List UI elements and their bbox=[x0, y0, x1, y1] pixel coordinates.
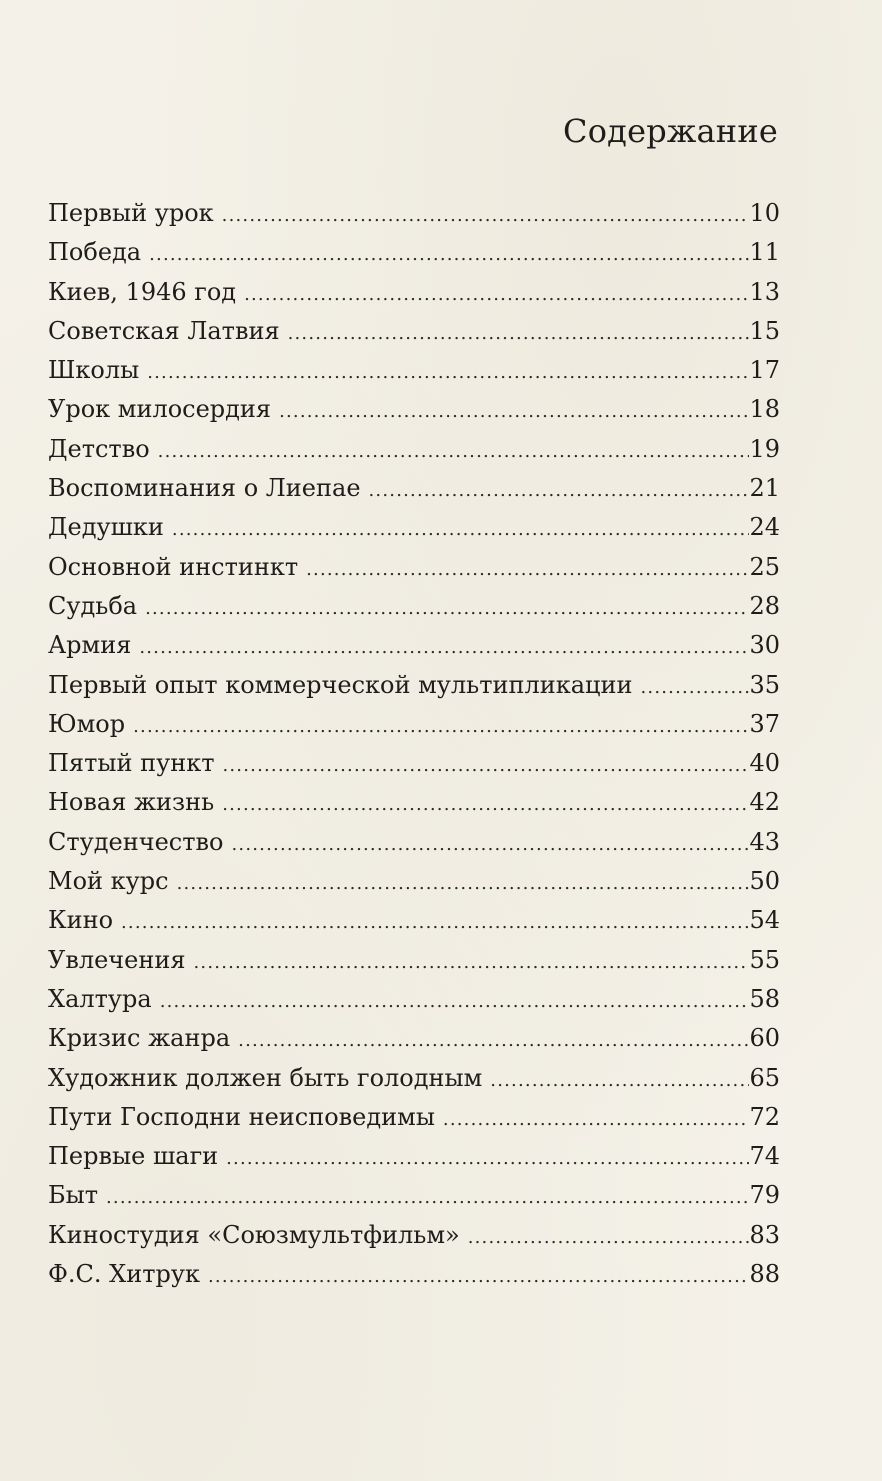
dot-leader bbox=[640, 668, 749, 707]
dot-leader bbox=[468, 1218, 750, 1257]
toc-entry bbox=[48, 194, 780, 233]
toc-entry-page-number: 24 bbox=[749, 513, 780, 542]
toc-entry bbox=[48, 666, 780, 705]
toc-entry bbox=[48, 273, 780, 312]
dot-leader bbox=[149, 235, 749, 274]
dot-leader bbox=[222, 746, 749, 785]
dot-leader bbox=[145, 589, 749, 628]
toc-entry-title: Киев, 1946 год bbox=[48, 277, 237, 306]
toc-entry-page-number: 60 bbox=[749, 1024, 780, 1053]
toc-list bbox=[48, 194, 780, 1294]
toc-entry-page-number: 11 bbox=[749, 238, 780, 267]
toc-entry-page-number: 10 bbox=[749, 199, 780, 227]
toc-entry-title: Победа bbox=[48, 238, 142, 267]
toc-entry-page-number: 72 bbox=[749, 1102, 780, 1131]
toc-entry-page-number: 15 bbox=[749, 316, 780, 345]
dot-leader bbox=[147, 353, 749, 392]
toc-entry bbox=[48, 312, 780, 351]
dot-leader bbox=[133, 707, 749, 746]
toc-entry-title: Урок милосердия bbox=[48, 395, 272, 424]
dot-leader bbox=[369, 471, 750, 510]
dot-leader bbox=[139, 628, 749, 667]
dot-leader bbox=[232, 825, 750, 864]
toc-entry-title: Ф.С. Хитрук bbox=[48, 1260, 201, 1289]
toc-entry bbox=[48, 901, 780, 940]
toc-entry-page-number: 65 bbox=[749, 1063, 780, 1092]
dot-leader bbox=[172, 510, 750, 549]
dot-leader bbox=[490, 1061, 749, 1100]
toc-entry-title: Первый урок bbox=[48, 199, 214, 227]
toc-entry-page-number: 30 bbox=[749, 631, 780, 660]
dot-leader bbox=[177, 864, 750, 903]
toc-entry-page-number: 18 bbox=[749, 395, 780, 424]
toc-entry-title: Школы bbox=[48, 356, 140, 385]
toc-entry-page-number: 79 bbox=[749, 1181, 780, 1210]
toc-entry bbox=[48, 469, 780, 508]
toc-entry-page-number: 35 bbox=[749, 670, 780, 699]
toc-entry-title: Советская Латвия bbox=[48, 316, 280, 345]
toc-entry bbox=[48, 941, 780, 980]
toc-entry bbox=[48, 1176, 780, 1215]
dot-leader bbox=[158, 432, 750, 471]
toc-entry-page-number: 13 bbox=[749, 277, 780, 306]
toc-entry bbox=[48, 744, 780, 783]
toc-entry-page-number: 74 bbox=[749, 1142, 780, 1171]
toc-entry-title: Кризис жанра bbox=[48, 1024, 231, 1053]
toc-entry bbox=[48, 980, 780, 1019]
toc-entry-title: Воспоминания о Лиепае bbox=[48, 474, 361, 503]
toc-entry-page-number: 54 bbox=[749, 906, 780, 935]
dot-leader bbox=[222, 785, 749, 824]
toc-entry-title: Юмор bbox=[48, 709, 126, 738]
toc-entry-title: Новая жизнь bbox=[48, 788, 215, 817]
toc-entry-page-number: 83 bbox=[749, 1220, 780, 1249]
toc-entry bbox=[48, 508, 780, 547]
toc-entry bbox=[48, 390, 780, 429]
dot-leader bbox=[208, 1257, 749, 1296]
toc-entry-title: Армия bbox=[48, 631, 132, 660]
toc-entry-page-number: 19 bbox=[749, 434, 780, 463]
toc-entry bbox=[48, 1019, 780, 1058]
dot-leader bbox=[226, 1139, 749, 1178]
toc-entry-title: Пути Господни неисповедимы bbox=[48, 1102, 435, 1131]
toc-entry-title: Основной инстинкт bbox=[48, 552, 299, 581]
toc-entry-page-number: 55 bbox=[749, 945, 780, 974]
dot-leader bbox=[279, 392, 749, 431]
dot-leader bbox=[244, 275, 749, 314]
toc-entry-title: Кино bbox=[48, 906, 114, 935]
toc-entry bbox=[48, 351, 780, 390]
toc-entry-page-number: 58 bbox=[749, 984, 780, 1013]
toc-entry-page-number: 40 bbox=[749, 749, 780, 778]
toc-entry bbox=[48, 548, 780, 587]
toc-entry bbox=[48, 1255, 780, 1294]
toc-entry-page-number: 88 bbox=[749, 1260, 780, 1289]
dot-leader bbox=[443, 1100, 750, 1139]
toc-heading: Содержание bbox=[563, 112, 778, 150]
toc-entry bbox=[48, 1098, 780, 1137]
toc-entry-title: Халтура bbox=[48, 984, 152, 1013]
toc-entry-page-number: 17 bbox=[749, 356, 780, 385]
toc-entry bbox=[48, 1216, 780, 1255]
dot-leader bbox=[238, 1021, 749, 1060]
toc-entry bbox=[48, 1137, 780, 1176]
toc-entry-title: Мой курс bbox=[48, 867, 169, 896]
toc-entry-page-number: 21 bbox=[749, 474, 780, 503]
toc-entry-title: Дедушки bbox=[48, 513, 164, 542]
toc-entry-title: Пятый пункт bbox=[48, 749, 215, 778]
toc-entry-title: Быт bbox=[48, 1181, 99, 1210]
toc-entry bbox=[48, 862, 780, 901]
toc-entry-title: Первый опыт коммерческой мультипликации bbox=[48, 670, 633, 699]
toc-entry-page-number: 37 bbox=[749, 709, 780, 738]
toc-entry-page-number: 28 bbox=[749, 591, 780, 620]
toc-entry-title: Детство bbox=[48, 434, 150, 463]
toc-entry bbox=[48, 705, 780, 744]
toc-entry-page-number: 25 bbox=[749, 552, 780, 581]
toc-entry-title: Увлечения bbox=[48, 945, 186, 974]
toc-entry bbox=[48, 823, 780, 862]
toc-entry bbox=[48, 233, 780, 272]
dot-leader bbox=[106, 1178, 749, 1217]
toc-entry-title: Первые шаги bbox=[48, 1142, 219, 1171]
toc-entry-page-number: 50 bbox=[749, 867, 780, 896]
toc-entry-page-number: 43 bbox=[749, 827, 780, 856]
toc-entry-title: Судьба bbox=[48, 591, 138, 620]
toc-entry bbox=[48, 783, 780, 822]
toc-entry-title: Киностудия «Союзмультфильм» bbox=[48, 1220, 460, 1249]
dot-leader bbox=[194, 943, 750, 982]
dot-leader bbox=[222, 196, 750, 235]
toc-entry-title: Художник должен быть голодным bbox=[48, 1063, 483, 1092]
toc-entry bbox=[48, 430, 780, 469]
toc-entry bbox=[48, 1059, 780, 1098]
dot-leader bbox=[288, 314, 750, 353]
dot-leader bbox=[306, 550, 749, 589]
dot-leader bbox=[121, 903, 749, 942]
toc-entry bbox=[48, 626, 780, 665]
toc-entry-title: Студенчество bbox=[48, 827, 224, 856]
toc-entry-page-number: 42 bbox=[749, 788, 780, 817]
dot-leader bbox=[160, 982, 750, 1021]
toc-entry bbox=[48, 587, 780, 626]
